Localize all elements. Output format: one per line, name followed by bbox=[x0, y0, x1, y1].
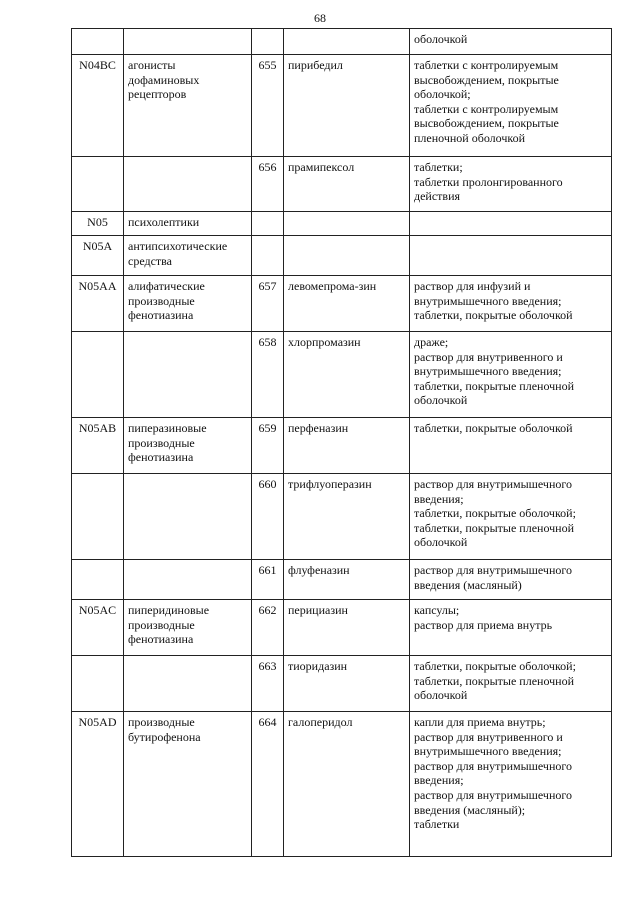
dosage-forms-cell-line: высвобождением, покрытые bbox=[414, 116, 559, 131]
atc-group-cell bbox=[124, 236, 252, 276]
dosage-forms-cell-line: таблетки bbox=[414, 817, 460, 832]
dosage-forms-cell bbox=[410, 332, 612, 418]
drug-name-cell: перфеназин bbox=[284, 418, 410, 474]
atc-code-cell bbox=[72, 157, 124, 212]
table-row bbox=[72, 236, 612, 276]
drug-name-cell bbox=[284, 236, 410, 276]
drug-name-cell: пирибедил bbox=[284, 55, 410, 157]
dosage-forms-cell-line: таблетки, покрытые оболочкой; bbox=[414, 506, 576, 521]
dosage-forms-cell-line: высвобождением, покрытые bbox=[414, 72, 559, 87]
drug-name-cell: хлорпромазин bbox=[284, 332, 410, 418]
drug-name-cell: флуфеназин bbox=[284, 560, 410, 600]
drug-name-cell: перициазин bbox=[284, 600, 410, 656]
dosage-forms-cell-line: оболочкой bbox=[414, 393, 468, 408]
atc-code-cell: N05AD bbox=[72, 712, 124, 857]
item-number-cell: 658 bbox=[252, 332, 284, 418]
dosage-forms-cell-line: введения (масляный) bbox=[414, 577, 522, 592]
atc-group-cell-line: производные bbox=[128, 715, 195, 729]
dosage-forms-cell-line: таблетки, покрытые пленочной bbox=[414, 673, 575, 688]
dosage-forms-cell-line: раствор для приема внутрь bbox=[414, 617, 553, 632]
table-row bbox=[72, 418, 612, 474]
atc-group-cell-line: средства bbox=[128, 253, 173, 268]
item-number-cell: 660 bbox=[252, 474, 284, 560]
atc-code-cell: N05AB bbox=[72, 418, 124, 474]
atc-group-cell-line: антипсихотические bbox=[128, 239, 228, 253]
dosage-forms-cell bbox=[410, 418, 612, 474]
drug-name-cell: левомепрома-зин bbox=[284, 276, 410, 332]
table-row bbox=[72, 276, 612, 332]
dosage-forms-cell-line: раствор для внутривенного и bbox=[414, 349, 563, 364]
atc-group-cell bbox=[124, 474, 252, 560]
atc-group-cell bbox=[124, 656, 252, 712]
atc-group-cell bbox=[124, 157, 252, 212]
item-number-cell: 661 bbox=[252, 560, 284, 600]
atc-code-cell bbox=[72, 656, 124, 712]
atc-code-cell: N05A bbox=[72, 236, 124, 276]
drug-name-cell: трифлуоперазин bbox=[284, 474, 410, 560]
dosage-forms-cell-line: таблетки с контролируемым bbox=[414, 101, 559, 116]
dosage-forms-cell-line: раствор для внутримышечного bbox=[414, 477, 572, 491]
atc-group-cell-line: производные bbox=[128, 617, 195, 632]
drug-name-cell: прамипексол bbox=[284, 157, 410, 212]
table-row bbox=[72, 29, 612, 55]
item-number-cell: 663 bbox=[252, 656, 284, 712]
table-row bbox=[72, 212, 612, 236]
dosage-forms-cell-line: таблетки, покрытые пленочной bbox=[414, 520, 575, 535]
dosage-forms-cell-line: таблетки; bbox=[414, 160, 463, 174]
dosage-forms-cell-line: введения; bbox=[414, 491, 464, 506]
dosage-forms-cell bbox=[410, 157, 612, 212]
atc-group-cell-line: рецепторов bbox=[128, 87, 187, 102]
table-row bbox=[72, 600, 612, 656]
dosage-forms-cell bbox=[410, 474, 612, 560]
table-row bbox=[72, 474, 612, 560]
item-number-cell bbox=[252, 29, 284, 55]
dosage-forms-cell-line: введения (масляный); bbox=[414, 802, 526, 817]
atc-group-cell bbox=[124, 560, 252, 600]
dosage-forms-cell-line: оболочкой bbox=[414, 535, 468, 550]
table-row bbox=[72, 712, 612, 857]
dosage-forms-cell bbox=[410, 712, 612, 857]
atc-group-cell bbox=[124, 600, 252, 656]
dosage-forms-cell bbox=[410, 600, 612, 656]
atc-code-cell bbox=[72, 560, 124, 600]
atc-code-cell: N05AA bbox=[72, 276, 124, 332]
dosage-forms-cell-line: таблетки с контролируемым bbox=[414, 58, 559, 72]
atc-code-cell: N05AC bbox=[72, 600, 124, 656]
item-number-cell bbox=[252, 236, 284, 276]
dosage-forms-cell-line: капсулы; bbox=[414, 603, 460, 617]
dosage-forms-cell-line: раствор для внутривенного и bbox=[414, 729, 563, 744]
atc-group-cell bbox=[124, 418, 252, 474]
item-number-cell: 656 bbox=[252, 157, 284, 212]
atc-code-cell bbox=[72, 332, 124, 418]
dosage-forms-cell-line: раствор для внутримышечного bbox=[414, 787, 572, 802]
atc-group-cell-line: психолептики bbox=[128, 215, 200, 229]
table-row bbox=[72, 55, 612, 157]
dosage-forms-cell-line: таблетки, покрытые оболочкой; bbox=[414, 659, 576, 673]
atc-code-cell: N05 bbox=[72, 212, 124, 236]
page-number: 68 bbox=[314, 11, 326, 25]
dosage-forms-cell bbox=[410, 212, 612, 236]
dosage-forms-cell bbox=[410, 276, 612, 332]
atc-code-cell: N04BC bbox=[72, 55, 124, 157]
atc-group-cell bbox=[124, 332, 252, 418]
dosage-forms-cell-line: таблетки, покрытые пленочной bbox=[414, 378, 575, 393]
atc-code-cell bbox=[72, 29, 124, 55]
item-number-cell: 657 bbox=[252, 276, 284, 332]
atc-group-cell bbox=[124, 29, 252, 55]
atc-group-cell-line: производные bbox=[128, 293, 195, 308]
dosage-forms-cell-line: действия bbox=[414, 189, 461, 204]
atc-group-cell-line: бутирофенона bbox=[128, 729, 201, 744]
dosage-forms-cell bbox=[410, 560, 612, 600]
table-row bbox=[72, 560, 612, 600]
atc-group-cell bbox=[124, 212, 252, 236]
drug-name-cell: галоперидол bbox=[284, 712, 410, 857]
atc-group-cell-line: фенотиазина bbox=[128, 632, 194, 647]
dosage-forms-cell-line: драже; bbox=[414, 335, 449, 349]
drug-table bbox=[71, 28, 612, 857]
atc-group-cell-line: фенотиазина bbox=[128, 450, 194, 465]
dosage-forms-cell-line: раствор для инфузий и bbox=[414, 279, 531, 293]
atc-group-cell-line: алифатические bbox=[128, 279, 205, 293]
table-row bbox=[72, 656, 612, 712]
dosage-forms-cell-line: оболочкой; bbox=[414, 87, 471, 102]
table-body bbox=[72, 29, 612, 857]
atc-group-cell bbox=[124, 55, 252, 157]
atc-group-cell-line: фенотиазина bbox=[128, 308, 194, 323]
dosage-forms-cell bbox=[410, 55, 612, 157]
table-row bbox=[72, 157, 612, 212]
atc-code-cell bbox=[72, 474, 124, 560]
dosage-forms-cell-line: оболочкой bbox=[414, 688, 468, 703]
dosage-forms-cell bbox=[410, 656, 612, 712]
dosage-forms-cell-line: таблетки пролонгированного bbox=[414, 174, 563, 189]
dosage-forms-cell-line: внутримышечного введения; bbox=[414, 744, 562, 759]
atc-group-cell bbox=[124, 712, 252, 857]
drug-name-cell: тиоридазин bbox=[284, 656, 410, 712]
dosage-forms-cell-line: таблетки, покрытые оболочкой bbox=[414, 421, 573, 435]
drug-name-cell bbox=[284, 212, 410, 236]
atc-group-cell-line: производные bbox=[128, 435, 195, 450]
dosage-forms-cell-line: раствор для внутримышечного bbox=[414, 563, 572, 577]
item-number-cell: 664 bbox=[252, 712, 284, 857]
atc-group-cell-line: пиперазиновые bbox=[128, 421, 207, 435]
dosage-forms-cell bbox=[410, 29, 612, 55]
dosage-forms-cell-line: оболочкой bbox=[414, 32, 468, 46]
table-row bbox=[72, 332, 612, 418]
atc-group-cell bbox=[124, 276, 252, 332]
dosage-forms-cell-line: таблетки, покрытые оболочкой bbox=[414, 308, 573, 323]
dosage-forms-cell-line: введения; bbox=[414, 773, 464, 788]
atc-group-cell-line: пиперидиновые bbox=[128, 603, 210, 617]
drug-name-cell bbox=[284, 29, 410, 55]
dosage-forms-cell bbox=[410, 236, 612, 276]
item-number-cell: 659 bbox=[252, 418, 284, 474]
dosage-forms-cell-line: внутримышечного введения; bbox=[414, 293, 562, 308]
dosage-forms-cell-line: внутримышечного введения; bbox=[414, 364, 562, 379]
atc-group-cell-line: агонисты bbox=[128, 58, 176, 72]
dosage-forms-cell-line: пленочной оболочкой bbox=[414, 130, 526, 145]
item-number-cell bbox=[252, 212, 284, 236]
item-number-cell: 655 bbox=[252, 55, 284, 157]
dosage-forms-cell-line: раствор для внутримышечного bbox=[414, 758, 572, 773]
atc-group-cell-line: дофаминовых bbox=[128, 72, 200, 87]
dosage-forms-cell-line: капли для приема внутрь; bbox=[414, 715, 546, 729]
item-number-cell: 662 bbox=[252, 600, 284, 656]
